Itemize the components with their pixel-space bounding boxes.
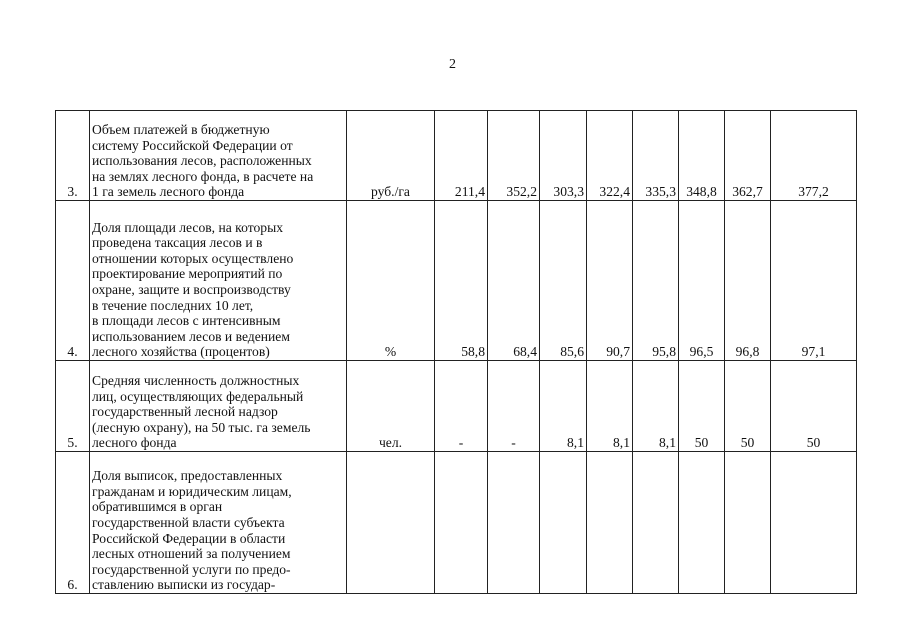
value-cell: 8,1: [540, 361, 587, 452]
description-line: в течение последних 10 лет,: [92, 297, 254, 313]
value-cell: 348,8: [679, 111, 725, 201]
description-line: использования лесов, расположенных: [92, 153, 312, 169]
description-line: лесного хозяйства (процентов): [92, 344, 270, 360]
value-cell: 322,4: [587, 111, 633, 201]
value-cell: 8,1: [587, 361, 633, 452]
value-cell: 95,8: [633, 201, 679, 361]
unit-cell: %: [347, 201, 435, 361]
row-number: 3.: [56, 111, 90, 201]
value-cell: [488, 452, 540, 594]
value-cell: [435, 452, 488, 594]
description-line: проектирование мероприятий по: [92, 266, 283, 282]
description-line: государственной услуги по предо-: [92, 561, 291, 577]
row-number: 6.: [56, 452, 90, 594]
description-line: Объем платежей в бюджетную: [92, 122, 270, 138]
table-body: [56, 111, 857, 594]
value-cell: 97,1: [771, 201, 857, 361]
description-line: Доля площади лесов, на которых: [92, 219, 283, 235]
value-cell: [587, 452, 633, 594]
value-cell: -: [488, 361, 540, 452]
description-line: обратившимся в орган: [92, 499, 223, 515]
description-line: систему Российской Федерации от: [92, 137, 293, 153]
description-line: на землях лесного фонда, в расчете на: [92, 168, 314, 184]
description-line: гражданам и юридическим лицам,: [92, 483, 292, 499]
value-cell: 85,6: [540, 201, 587, 361]
description-line: (лесную охрану), на 50 тыс. га земель: [92, 419, 311, 435]
value-cell: [725, 452, 771, 594]
value-cell: 50: [725, 361, 771, 452]
value-cell: 90,7: [587, 201, 633, 361]
value-cell: 362,7: [725, 111, 771, 201]
unit-cell: чел.: [347, 361, 435, 452]
indicator-description: [90, 361, 347, 452]
indicators-table: [55, 110, 857, 594]
indicator-description: [90, 201, 347, 361]
description-line: лиц, осуществляющих федеральный: [92, 388, 304, 404]
unit-cell: [347, 452, 435, 594]
value-cell: [679, 452, 725, 594]
table-row: [56, 452, 857, 594]
description-line: охране, защите и воспроизводству: [92, 282, 291, 298]
value-cell: -: [435, 361, 488, 452]
description-line: государственный лесной надзор: [92, 404, 278, 420]
indicator-description: [90, 452, 347, 594]
description-line: Средняя численность должностных: [92, 373, 300, 389]
value-cell: 58,8: [435, 201, 488, 361]
value-cell: 96,8: [725, 201, 771, 361]
table-row: [56, 361, 857, 452]
value-cell: [540, 452, 587, 594]
description-line: Доля выписок, предоставленных: [92, 468, 283, 484]
description-line: лесных отношений за получением: [92, 546, 291, 562]
description-line: проведена таксация лесов и в: [92, 235, 263, 251]
description-line: в площади лесов с интенсивным: [92, 313, 281, 329]
description-line: Российской Федерации в области: [92, 530, 286, 546]
value-cell: [633, 452, 679, 594]
unit-cell: руб./га: [347, 111, 435, 201]
indicator-description: [90, 111, 347, 201]
value-cell: 211,4: [435, 111, 488, 201]
value-cell: 96,5: [679, 201, 725, 361]
row-number: 4.: [56, 201, 90, 361]
description-line: использованием лесов и ведением: [92, 328, 290, 344]
value-cell: 377,2: [771, 111, 857, 201]
description-line: государственной власти субъекта: [92, 515, 285, 531]
value-cell: [771, 452, 857, 594]
description-line: лесного фонда: [92, 435, 177, 451]
description-line: 1 га земель лесного фонда: [92, 184, 245, 200]
value-cell: 8,1: [633, 361, 679, 452]
description-line: отношении которых осуществлено: [92, 250, 294, 266]
value-cell: 50: [771, 361, 857, 452]
value-cell: 335,3: [633, 111, 679, 201]
row-number: 5.: [56, 361, 90, 452]
value-cell: 68,4: [488, 201, 540, 361]
table-row: [56, 201, 857, 361]
page-number: 2: [449, 57, 456, 72]
value-cell: 352,2: [488, 111, 540, 201]
value-cell: 50: [679, 361, 725, 452]
table-row: [56, 111, 857, 201]
value-cell: 303,3: [540, 111, 587, 201]
description-line: ставлению выписки из государ-: [92, 577, 276, 593]
